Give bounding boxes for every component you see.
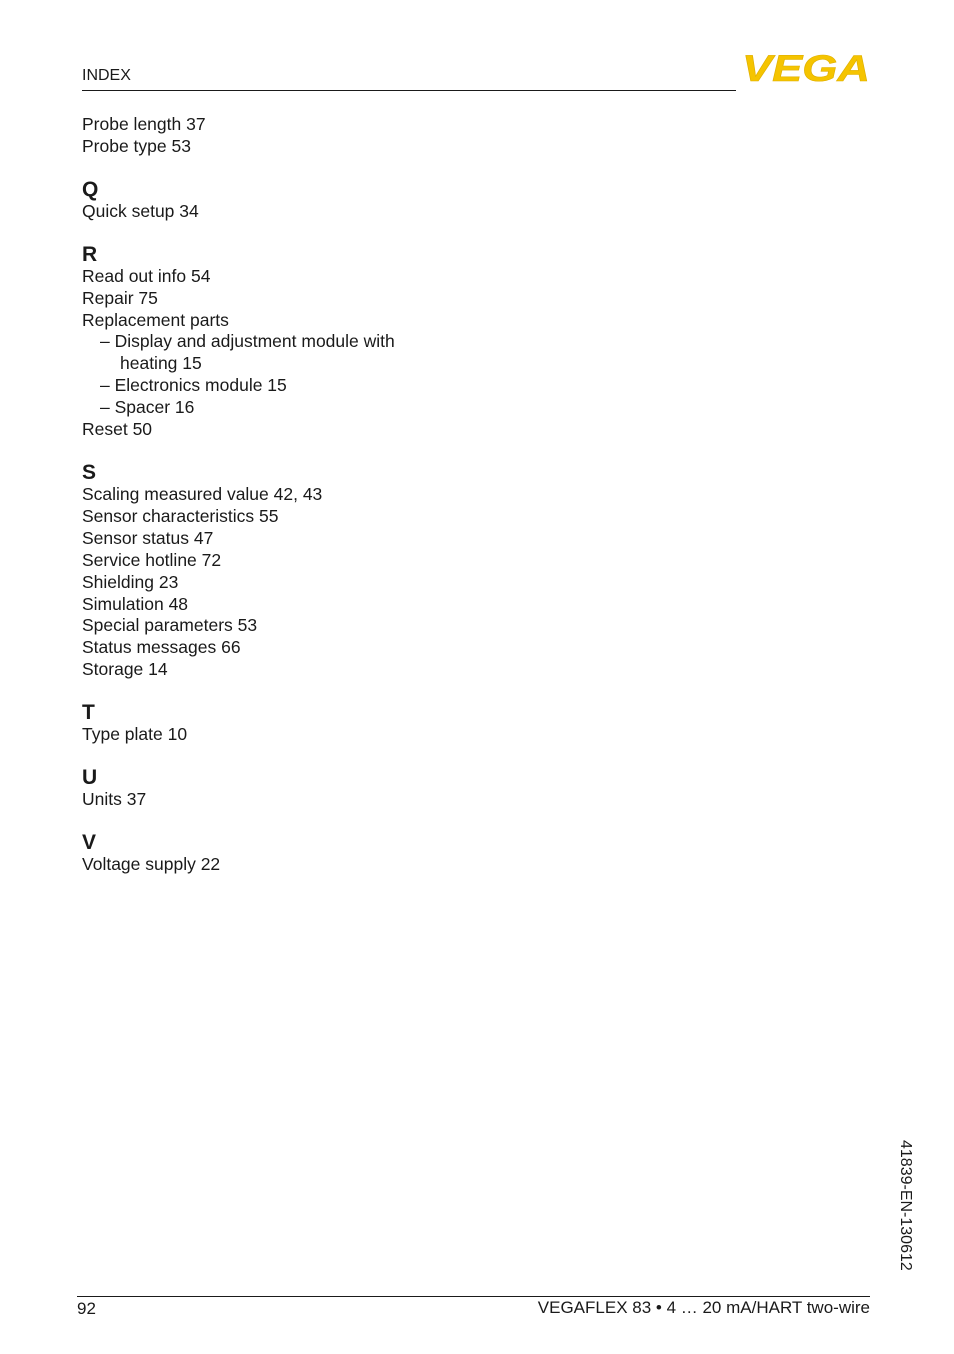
header-rule — [82, 90, 736, 91]
index-entry: Shielding 23 — [82, 571, 179, 592]
index-letter-s: S — [82, 460, 97, 484]
index-letter-v: V — [82, 830, 97, 854]
index-entry: Sensor characteristics 55 — [82, 505, 279, 526]
index-entry: Voltage supply 22 — [82, 853, 221, 874]
index-entry: Quick setup 34 — [82, 200, 199, 221]
index-entry: Reset 50 — [82, 419, 153, 440]
index-letter-q: Q — [82, 177, 99, 201]
index-entry: Replacement parts — [82, 309, 229, 330]
index-body — [82, 114, 682, 876]
index-entry: Storage 14 — [82, 659, 168, 680]
vega-logo-text: VEGA — [742, 50, 870, 84]
index-entry: Probe length 37 — [82, 114, 206, 134]
header-section-label: INDEX — [82, 67, 131, 84]
index-entry: Scaling measured value 42, 43 — [82, 483, 323, 504]
page-number: 92 — [77, 1299, 96, 1318]
index-entry: Status messages 66 — [82, 637, 241, 658]
index-entry: Probe type 53 — [82, 135, 191, 156]
index-entry: Service hotline 72 — [82, 549, 222, 570]
index-entry: Repair 75 — [82, 287, 158, 308]
index-entry: Read out info 54 — [82, 265, 211, 286]
index-letter-t: T — [82, 701, 95, 725]
index-entry: – Display and adjustment module with — [100, 331, 395, 352]
footer-rule — [77, 1296, 870, 1297]
index-entry: Simulation 48 — [82, 593, 189, 614]
index-entry: – Electronics module 15 — [100, 375, 287, 396]
index-entry: heating 15 — [120, 353, 202, 374]
index-entry: Special parameters 53 — [82, 615, 258, 636]
document-code: 41839-EN-130612 — [897, 1140, 914, 1271]
index-entry: Type plate 10 — [82, 724, 188, 745]
index-entry: – Spacer 16 — [100, 397, 195, 418]
index-letter-u: U — [82, 766, 98, 790]
index-entry: Units 37 — [82, 789, 147, 810]
vega-logo — [740, 50, 872, 84]
index-entry: Sensor status 47 — [82, 527, 214, 548]
index-letter-r: R — [82, 242, 98, 266]
document-title: VEGAFLEX 83 • 4 … 20 mA/HART two-wire — [537, 1298, 870, 1317]
